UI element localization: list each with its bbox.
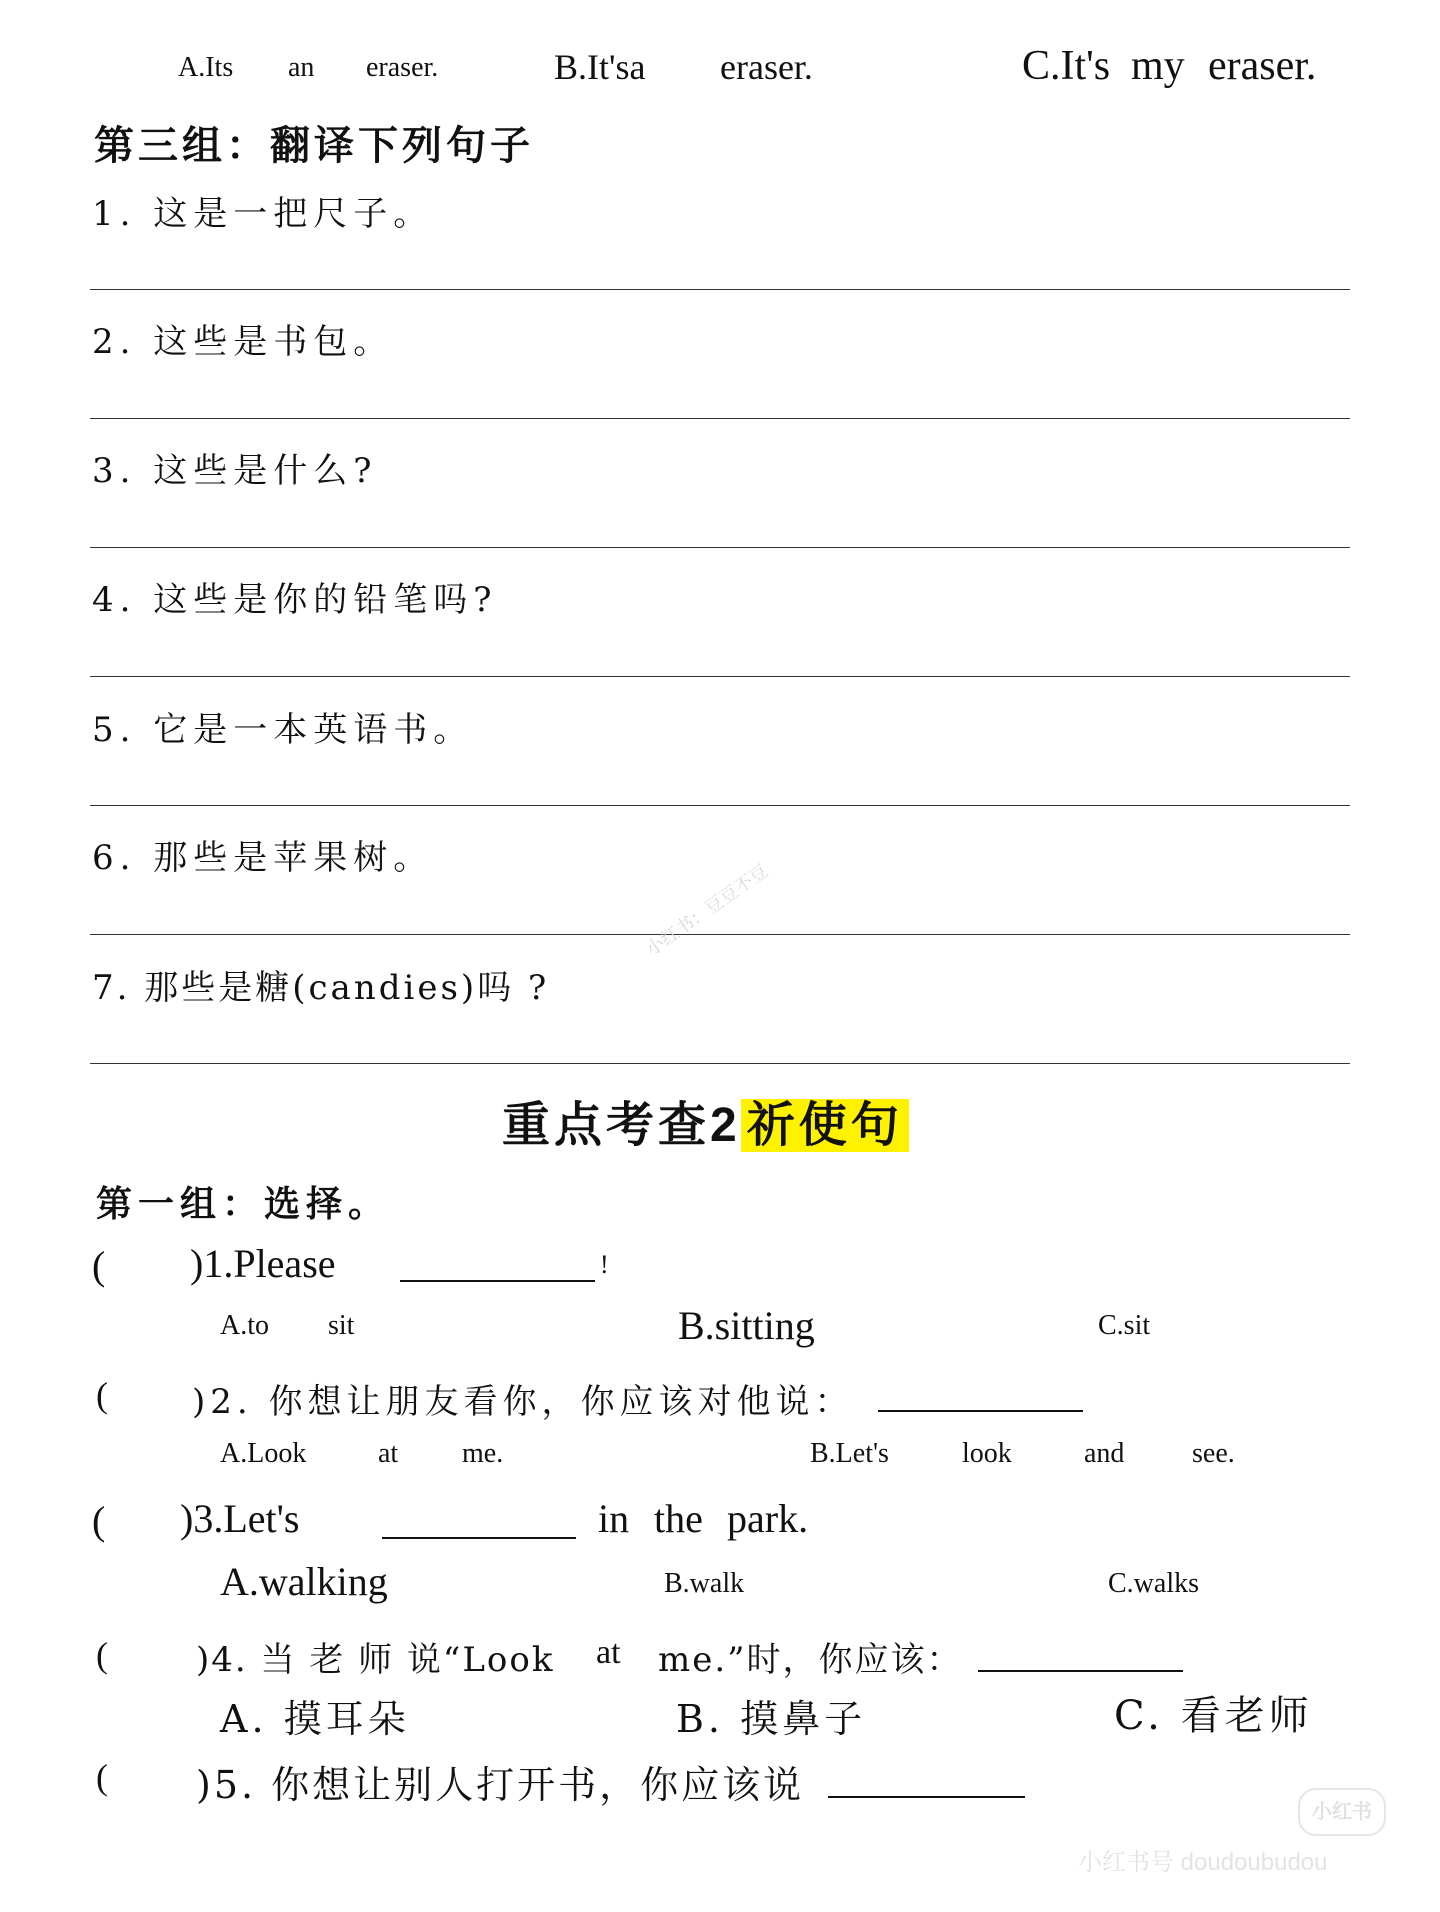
q3-option-b: B.walk — [664, 1568, 745, 1599]
translate-item-6: 6. 那些是苹果树。 — [92, 838, 434, 878]
translate-item-1: 1. 这是一把尺子。 — [92, 194, 434, 234]
q4-mid-2: me.”时，你应该： — [658, 1640, 963, 1680]
translate-item-2: 2. 这些是书包。 — [92, 322, 394, 362]
q3-blank[interactable] — [382, 1537, 576, 1539]
translate-item-3: 3. 这些是什么? — [92, 451, 378, 491]
key-heading-prefix: 重点考查2 — [502, 1099, 741, 1152]
q1-option-a-1: A.to — [220, 1310, 269, 1341]
translate-item-7: 7. 那些是糖(candies)吗 ? — [92, 968, 550, 1008]
q4-blank[interactable] — [978, 1670, 1183, 1672]
q3-paren: ( — [92, 1498, 106, 1543]
watermark-logo-text: 小红书 — [1312, 1801, 1372, 1823]
q1-option-b: B.sitting — [678, 1303, 815, 1348]
q4-number: )4. 当 老 师 说“Look — [196, 1640, 555, 1680]
q2-option-b-1: B.Let's — [810, 1438, 889, 1469]
q5-blank[interactable] — [828, 1796, 1025, 1798]
group1-title: 第一组：选择。 — [96, 1183, 391, 1225]
key-heading-highlight: 祈使句 — [741, 1099, 909, 1152]
answer-line-4 — [90, 676, 1350, 677]
answer-line-5 — [90, 805, 1350, 806]
q3-number: )3.Let's — [180, 1496, 300, 1541]
q5-paren: ( — [96, 1757, 108, 1797]
translate-item-5: 5. 它是一本英语书。 — [92, 710, 474, 750]
answer-line-3 — [90, 547, 1350, 548]
answer-line-6 — [90, 934, 1350, 935]
q2-option-a-1: A.Look — [220, 1438, 307, 1469]
q5-number: )5. 你想让别人打开书，你应该说 — [196, 1763, 805, 1807]
q2-paren: ( — [96, 1375, 108, 1415]
q3-tail-1: in — [598, 1496, 630, 1541]
q4-option-a: A. 摸耳朵 — [220, 1697, 410, 1741]
q1-blank[interactable] — [400, 1280, 595, 1282]
answer-line-1 — [90, 289, 1350, 290]
watermark-footer: 小红书号 doudoubudou — [1078, 1849, 1328, 1876]
q3-option-a: A.walking — [220, 1559, 388, 1604]
q2-option-a-2: at — [378, 1438, 399, 1469]
option-b-word-1: B.It'sa — [554, 47, 646, 87]
option-a-word-2: an — [288, 52, 315, 83]
option-c-word-1: C.It's — [1022, 43, 1111, 89]
q1-option-a-2: sit — [328, 1310, 355, 1341]
q4-paren: ( — [96, 1635, 108, 1675]
q2-number: )2. 你想让朋友看你，你应该对他说： — [192, 1382, 854, 1422]
q1-paren: ( — [92, 1243, 106, 1288]
option-c-word-3: eraser. — [1208, 43, 1317, 89]
translate-item-4: 4. 这些是你的铅笔吗? — [92, 580, 498, 620]
q2-option-b-2: look — [962, 1438, 1012, 1469]
q2-blank[interactable] — [878, 1410, 1083, 1412]
q4-option-b: B. 摸鼻子 — [676, 1697, 867, 1741]
q2-option-a-3: me. — [462, 1438, 504, 1469]
option-c-word-2: my — [1131, 43, 1185, 89]
q4-option-c: C. 看老师 — [1114, 1693, 1313, 1739]
q1-option-c: C.sit — [1098, 1310, 1151, 1341]
option-a-word-3: eraser. — [366, 52, 439, 83]
q2-option-b-4: see. — [1192, 1438, 1235, 1469]
option-b-word-2: eraser. — [720, 47, 813, 87]
section3-title: 第三组：翻译下列句子 — [94, 122, 534, 169]
q3-tail-3: park. — [727, 1496, 809, 1541]
q2-option-b-3: and — [1084, 1438, 1125, 1469]
q3-option-c: C.walks — [1108, 1568, 1199, 1599]
q1-end: ! — [600, 1250, 609, 1279]
q1-number: )1.Please — [190, 1241, 336, 1286]
q4-mid-1: at — [596, 1634, 621, 1671]
watermark-logo-badge — [1298, 1788, 1386, 1836]
q3-tail-2: the — [654, 1496, 703, 1541]
key-heading — [502, 1086, 909, 1155]
answer-line-2 — [90, 418, 1350, 419]
answer-line-7 — [90, 1063, 1350, 1064]
watermark-diagonal: 小红书：豆豆不豆 — [642, 860, 772, 960]
option-a-word-1: A.Its — [178, 52, 234, 83]
